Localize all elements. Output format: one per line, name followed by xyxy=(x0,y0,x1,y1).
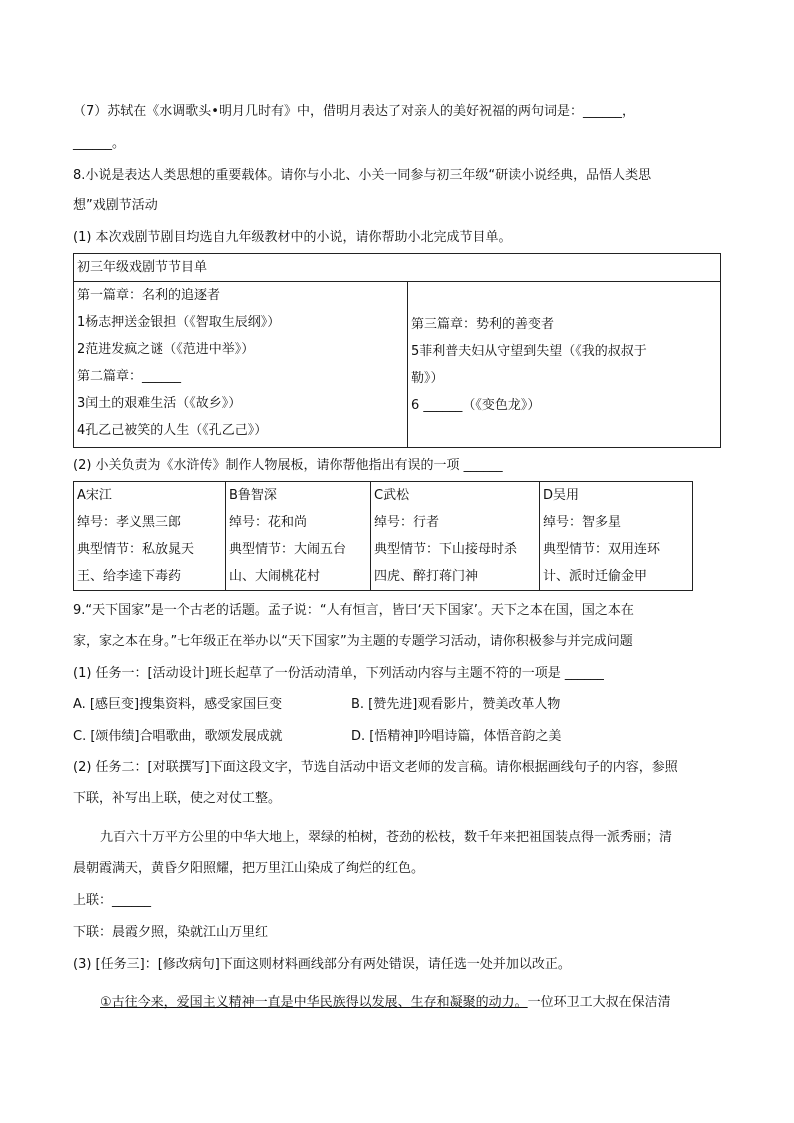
character-line: 四虎、醉打蒋门神 xyxy=(374,569,479,584)
program-left-line: 2范进发疯之谜（《范进中举》） xyxy=(77,342,255,357)
character-card-a xyxy=(74,482,226,591)
option-b: B. [赞先进]观看影片，赞美改革人物 xyxy=(351,697,561,712)
underlined-sentence: ①古往今来，爱国主义精神一直是中华民族得以发展、生存和凝聚的动力。 xyxy=(100,995,528,1010)
character-line: 典型情节：下山接母时杀 xyxy=(374,542,518,557)
program-title: 初三年级戏剧节节目单 xyxy=(74,254,721,282)
option-d: D. [悟精神]吟唱诗篇，体悟音韵之美 xyxy=(351,729,562,744)
character-line: 计、派时迁偷金甲 xyxy=(543,569,648,584)
q9-task2-line1: (2) 任务二：[对联撰写]下面这段文字，节选自活动中语文老师的发言稿。请你根据画线句子的内容，参照 xyxy=(73,760,678,775)
passage-line1: 九百六十万平方公里的中华大地上，翠绿的柏树，苍劲的松枝，数千年来把祖国装点得一派秀丽；清 xyxy=(100,830,673,845)
program-left-line: 第二篇章：______ xyxy=(77,369,182,384)
program-left-line: 第一篇章：名利的追逐者 xyxy=(77,288,221,303)
q9-intro-line1: 9.“天下国家”是一个古老的话题。孟子说：“人有恒言，皆曰‘天下国家’。天下之本在国，国之本在 xyxy=(73,603,634,618)
program-right-line: 6 ______（《变色龙》） xyxy=(411,397,541,413)
q8-intro-line2: 想”戏剧节活动 xyxy=(73,198,158,213)
character-line: D吴用 xyxy=(543,488,580,503)
character-line: C武松 xyxy=(374,488,410,503)
q7-line2: ______。 xyxy=(73,136,126,151)
character-line: A宋江 xyxy=(77,488,112,503)
character-line: 典型情节：私放晁天 xyxy=(77,542,195,557)
lower-couplet: 下联：晨霞夕照，染就江山万里红 xyxy=(73,925,269,940)
passage-line2: 晨朝霞满天，黄昏夕阳照耀，把万里江山染成了绚烂的红色。 xyxy=(73,861,425,876)
q9-task1: (1) 任务一：[活动设计]班长起草了一份活动清单，下列活动内容与主题不符的一项是 ______ xyxy=(73,666,604,681)
q9-task2-line2: 下联，补写出上联，使之对仗工整。 xyxy=(73,791,282,806)
character-line: 王、给李逵下毒药 xyxy=(77,569,182,584)
q7-line1: （7）苏轼在《水调歌头•明月几时有》中，借明月表达了对亲人的美好祝福的两句词是：______， xyxy=(73,104,635,119)
characters-table xyxy=(73,481,693,591)
character-line: 典型情节：双用连环 xyxy=(543,542,661,557)
program-left-line: 3闰土的艰难生活（《故乡》） xyxy=(77,396,242,411)
program-table xyxy=(73,253,721,448)
upper-couplet: 上联：______ xyxy=(73,893,152,908)
character-line: 山、大闹桃花村 xyxy=(229,569,321,584)
program-right-line: 5菲利普夫妇从守望到失望（《我的叔叔于 xyxy=(411,343,647,359)
program-right-cell xyxy=(408,282,721,448)
material-line xyxy=(100,993,671,1013)
program-left-cell xyxy=(74,282,408,448)
program-right-line: 勒》） xyxy=(411,370,444,386)
material-continuation: 一位环卫工大叔在保洁清 xyxy=(527,995,671,1010)
option-a: A. [感巨变]搜集资料，感受家国巨变 xyxy=(73,697,283,712)
program-right-line: 第三篇章：势利的善变者 xyxy=(411,316,555,332)
option-c: C. [颂伟绩]合唱歌曲，歌颂发展成就 xyxy=(73,729,283,744)
character-line: 绰号：花和尚 xyxy=(229,515,308,530)
character-line: 典型情节：大闹五台 xyxy=(229,542,347,557)
q8-sub2: (2) 小关负责为《水浒传》制作人物展板，请你帮他指出有误的一项 ______ xyxy=(73,458,503,473)
program-left-line: 1杨志押送金银担（《智取生辰纲》） xyxy=(77,315,281,330)
q9-intro-line2: 家，家之本在身。”七年级正在举办以“天下国家”为主题的专题学习活动，请你积极参与并完成问题 xyxy=(73,634,633,649)
q9-task3: (3) [任务三]：[修改病句]下面这则材料画线部分有两处错误，请任选一处并加以改正。 xyxy=(73,957,571,972)
program-left-line: 4孔乙己被笑的人生（《孔乙己》） xyxy=(77,423,268,438)
character-line: 绰号：智多星 xyxy=(543,515,622,530)
q8-intro-line1: 8.小说是表达人类思想的重要载体。请你与小北、小关一同参与初三年级“研读小说经典，品悟人类思 xyxy=(73,168,652,183)
character-line: B鲁智深 xyxy=(229,488,277,503)
character-card-c xyxy=(371,482,540,591)
character-card-d xyxy=(540,482,693,591)
character-card-b xyxy=(226,482,371,591)
character-line: 绰号：行者 xyxy=(374,515,440,530)
q8-sub1: (1) 本次戏剧节剧目均选自九年级教材中的小说，请你帮助小北完成节目单。 xyxy=(73,230,512,245)
character-line: 绰号：孝义黑三郎 xyxy=(77,515,182,530)
